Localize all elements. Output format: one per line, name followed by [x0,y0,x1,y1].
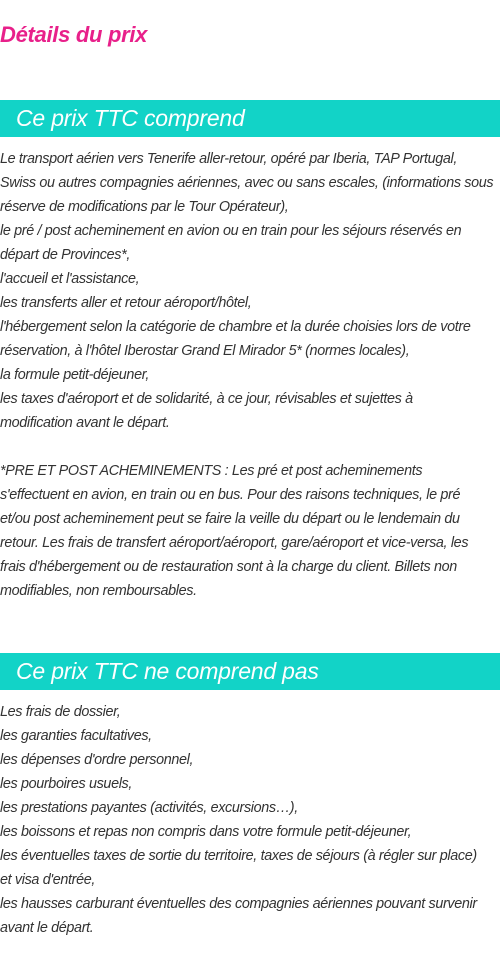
excluded-section-header: Ce prix TTC ne comprend pas [0,653,500,690]
included-line: le pré / post acheminement en avion ou en train pour les séjours réservés en [0,223,462,239]
notes-line: modifiables, non remboursables. [0,583,197,599]
excluded-line: les prestations payantes (activités, excursions…), [0,800,298,816]
included-list [0,147,500,435]
included-line: réservation, à l'hôtel Iberostar Grand El Mirador 5* (normes locales), [0,343,410,359]
included-line: Swiss ou autres compagnies aériennes, avec ou sans escales, (informations sous [0,175,494,191]
excluded-line: les hausses carburant éventuelles des compagnies aériennes pouvant survenir [0,896,477,912]
excluded-line: et visa d'entrée, [0,872,96,888]
notes-line: et/ou post acheminement peut se faire la veille du départ ou le lendemain du [0,511,460,527]
included-line: l'hébergement selon la catégorie de chambre et la durée choisies lors de votre [0,319,471,335]
excluded-line: les éventuelles taxes de sortie du territoire, taxes de séjours (à régler sur place) [0,848,477,864]
notes-line: retour. Les frais de transfert aéroport/aéroport, gare/aéroport et vice-versa, les [0,535,469,551]
excluded-line: les boissons et repas non compris dans votre formule petit-déjeuner, [0,824,412,840]
excluded-line: les garanties facultatives, [0,728,152,744]
excluded-line: Les frais de dossier, [0,704,121,720]
notes-line: s'effectuent en avion, en train ou en bus. Pour des raisons techniques, le pré [0,487,461,503]
page-title: Détails du prix [0,22,148,47]
excluded-line: les dépenses d'ordre personnel, [0,752,194,768]
excluded-line: avant le départ. [0,920,94,936]
excluded-list [0,700,500,940]
included-line: les transferts aller et retour aéroport/hôtel, [0,295,252,311]
included-section-header: Ce prix TTC comprend [0,100,500,137]
excluded-line: les pourboires usuels, [0,776,133,792]
notes-line: frais d'hébergement ou de restauration sont à la charge du client. Billets non [0,559,457,575]
included-line: l'accueil et l'assistance, [0,271,140,287]
acheminement-notes [0,459,500,603]
included-line: la formule petit-déjeuner, [0,367,149,383]
included-line: les taxes d'aéroport et de solidarité, à ce jour, révisables et sujettes à [0,391,413,407]
notes-line: *PRE ET POST ACHEMINEMENTS : Les pré et post acheminements [0,463,423,479]
included-line: modification avant le départ. [0,415,170,431]
included-line: réserve de modifications par le Tour Opérateur), [0,199,289,215]
included-line: Le transport aérien vers Tenerife aller-retour, opéré par Iberia, TAP Portugal, [0,151,457,167]
included-line: départ de Provinces*, [0,247,130,263]
